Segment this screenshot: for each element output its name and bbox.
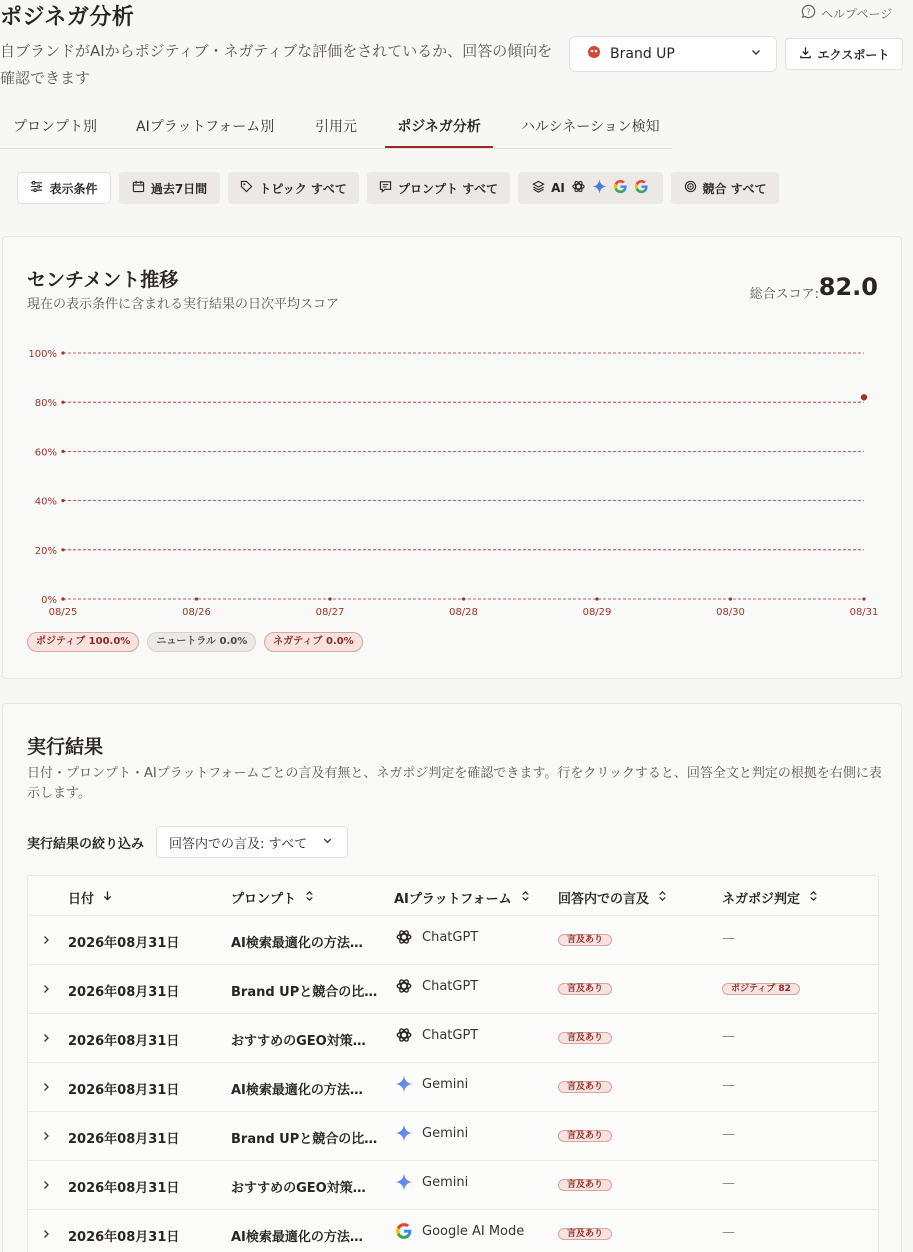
judge-badge: ポジティブ 82 [722,983,800,995]
target-icon [684,180,697,196]
row-mention [558,980,612,997]
arrow-down-icon [102,890,113,905]
google-icon [634,179,649,197]
brand-logo-icon [586,44,602,64]
chevron-right-icon[interactable] [36,1075,56,1099]
column-judge[interactable] [722,888,819,907]
x-tick-label: 08/28 [449,607,478,618]
google-icon [394,1221,414,1241]
x-tick-dot [195,597,198,600]
results-subtitle: 日付・プロンプト・AIプラットフォームごとの言及有無と、ネガポジ判定を確認できます。行をクリックすると、回答全文と判定の根拠を右側に表示します。 [27,766,882,801]
row-prompt: AI検索最適化の方法… [231,1230,363,1245]
column-platform-label: AIプラットフォーム [394,892,512,907]
table-row[interactable] [28,1063,878,1112]
table-row[interactable] [28,1210,878,1252]
ai-filter[interactable] [518,172,663,204]
help-icon [801,4,816,22]
column-date[interactable] [68,888,113,907]
conditions-button[interactable] [17,172,111,204]
tab-prompt[interactable]: プロンプト別 [13,119,97,135]
gemini-icon [592,179,607,197]
x-tick-dot [729,597,732,600]
row-judge [722,1225,735,1240]
column-judge-label: ネガポジ判定 [722,892,801,907]
results-card [2,703,902,1252]
column-mention[interactable] [558,888,668,907]
column-platform[interactable] [394,888,531,907]
competitor-label: 競合 すべて [702,181,767,196]
row-platform-label: ChatGPT [422,929,479,945]
x-tick-dot [61,597,64,600]
row-prompt: AI検索最適化の方法… [231,1083,363,1098]
row-prompt: AI検索最適化の方法… [231,936,363,951]
judge-empty: — [722,1127,735,1142]
row-mention [558,1127,612,1144]
row-platform-label: Gemini [422,1076,469,1092]
sort-icon [808,890,819,906]
page-description: 自ブランドがAIからポジティブ・ネガティブな評価をされているか、回答の傾向を確認できます [0,42,553,87]
results-table [27,875,879,1252]
topic-filter[interactable] [228,172,359,204]
results-title: 実行結果 [27,736,104,758]
chevron-right-icon[interactable] [36,1124,56,1148]
row-date: 2026年08月31日 [68,1132,180,1147]
row-platform [394,1025,478,1045]
mention-badge: 言及あり [558,1228,612,1240]
competitor-filter[interactable] [671,172,779,204]
period-label: 過去7日間 [150,181,208,196]
column-mention-label: 回答内での言及 [558,892,650,907]
row-judge [722,1029,735,1044]
row-platform [394,927,478,947]
row-platform-label: ChatGPT [422,1027,479,1043]
row-judge [722,1127,735,1142]
mention-badge: 言及あり [558,1032,612,1044]
page-title: ポジネガ分析 [0,5,135,30]
help-link[interactable] [801,4,892,22]
row-date: 2026年08月31日 [68,936,180,951]
row-platform [394,1123,468,1143]
tab-bar [0,107,672,149]
row-platform-label: Google AI Mode [422,1223,525,1239]
column-prompt[interactable] [231,888,315,907]
row-prompt: おすすめのGEO対策… [231,1034,366,1049]
row-prompt: Brand UPと競合の比… [231,1132,378,1147]
prompt-filter[interactable] [367,172,510,204]
svg-text:?: ? [806,7,811,17]
x-tick-dot [595,597,598,600]
x-tick-label: 08/26 [182,607,211,618]
judge-empty: — [722,1029,735,1044]
row-judge [722,1176,735,1191]
row-mention [558,931,612,948]
table-row[interactable] [28,1161,878,1210]
sentiment-title: センチメント推移 [27,269,179,291]
results-filter-row [27,826,348,858]
row-platform [394,1172,468,1192]
x-tick-dot [862,597,865,600]
table-body [28,916,878,1252]
brand-select[interactable] [569,36,777,72]
row-judge [722,931,735,946]
gemini-icon [394,1123,414,1143]
tag-icon [240,180,253,196]
data-point [861,394,867,400]
mention-badge: 言及あり [558,1130,612,1142]
chatgpt-icon [394,1025,414,1045]
row-mention [558,1078,612,1095]
row-platform-label: Gemini [422,1174,469,1190]
y-tick-label: 20% [34,545,57,557]
x-tick-label: 08/31 [849,607,879,618]
export-button[interactable] [785,38,903,70]
y-tick-label: 60% [34,447,57,459]
row-platform-label: ChatGPT [422,978,479,994]
legend-neutral: ニュートラル 0.0% [147,632,256,652]
sentiment-card [2,236,902,679]
chart-legend [27,632,363,652]
calendar-icon [132,180,145,196]
google-icon [613,179,628,197]
row-date: 2026年08月31日 [68,1181,180,1196]
column-date-label: 日付 [68,892,95,907]
y-tick-label: 0% [41,595,57,606]
mention-badge: 言及あり [558,1081,612,1093]
mention-filter-value: 回答内での言及: すべて [169,836,308,852]
chevron-right-icon[interactable] [36,1026,56,1050]
chatgpt-icon [394,927,414,947]
row-judge [722,1078,735,1093]
brand-select-value: Brand UP [610,46,675,62]
mention-filter-select[interactable] [156,826,348,858]
score-label: 総合スコア: [749,287,819,302]
prompt-label: プロンプト すべて [398,181,498,196]
row-mention [558,1029,612,1046]
chevron-right-icon[interactable] [36,928,56,952]
message-icon [379,180,392,196]
row-date: 2026年08月31日 [68,985,180,1000]
export-label: エクスポート [817,47,890,62]
judge-empty: — [722,931,735,946]
row-platform-label: Gemini [422,1125,469,1141]
layers-icon [532,180,545,196]
results-filter-label: 実行結果の絞り込み [27,836,145,852]
table-row[interactable] [28,916,878,965]
mention-badge: 言及あり [558,983,612,995]
x-tick-label: 08/29 [582,607,612,618]
ai-label: AI [551,181,565,195]
gemini-icon [394,1074,414,1094]
mention-badge: 言及あり [558,1179,612,1191]
chevron-down-icon [322,835,333,850]
chevron-right-icon[interactable] [36,1222,56,1246]
sliders-icon [30,180,43,196]
table-header [28,876,878,916]
table-row[interactable] [28,1014,878,1063]
table-row[interactable] [28,1112,878,1161]
download-icon [799,46,812,62]
tab-hallucination[interactable]: ハルシネーション検知 [521,119,660,135]
mention-badge: 言及あり [558,934,612,946]
row-prompt: おすすめのGEO対策… [231,1181,366,1196]
judge-empty: — [722,1225,735,1240]
topic-label: トピック すべて [259,181,347,196]
column-prompt-label: プロンプト [231,892,297,907]
period-filter[interactable] [119,172,220,204]
sort-icon [304,890,315,906]
chatgpt-icon [394,976,414,996]
y-tick-dot [61,401,64,404]
tab-platform[interactable]: AIプラットフォーム別 [136,119,275,135]
sort-icon [520,890,531,906]
chatgpt-icon [571,179,586,197]
conditions-label: 表示条件 [49,181,98,196]
legend-positive: ポジティブ 100.0% [27,632,139,652]
row-prompt: Brand UPと競合の比… [231,985,378,1000]
tab-posinega[interactable]: ポジネガ分析 [385,107,493,148]
row-platform [394,1074,468,1094]
row-platform [394,1221,524,1241]
x-tick-label: 08/30 [716,607,745,618]
table-row[interactable] [28,965,878,1014]
x-tick-dot [328,597,331,600]
row-judge [722,980,800,997]
y-tick-dot [61,548,64,551]
y-tick-dot [61,450,64,453]
x-tick-label: 08/25 [48,607,78,618]
judge-empty: — [722,1078,735,1093]
x-tick-dot [462,597,465,600]
sentiment-chart [3,337,901,627]
y-tick-dot [61,351,64,354]
row-date: 2026年08月31日 [68,1230,180,1245]
sentiment-subtitle: 現在の表示条件に含まれる実行結果の日次平均スコア [27,297,340,312]
help-label: ヘルプページ [821,6,893,21]
sort-icon [657,890,668,906]
y-tick-label: 80% [34,398,57,410]
x-tick-label: 08/27 [315,607,345,618]
row-date: 2026年08月31日 [68,1034,180,1049]
tab-citations[interactable]: 引用元 [315,119,357,135]
y-tick-label: 40% [34,496,57,508]
row-mention [558,1225,612,1242]
score-value: 82.0 [818,273,878,301]
legend-negative: ネガティブ 0.0% [264,632,362,652]
row-mention [558,1176,612,1193]
y-tick-dot [61,499,64,502]
chevron-right-icon[interactable] [36,977,56,1001]
y-tick-label: 100% [28,349,57,360]
chevron-right-icon[interactable] [36,1173,56,1197]
row-date: 2026年08月31日 [68,1083,180,1098]
gemini-icon [394,1172,414,1192]
row-platform [394,976,478,996]
judge-empty: — [722,1176,735,1191]
chevron-down-icon [750,46,762,62]
